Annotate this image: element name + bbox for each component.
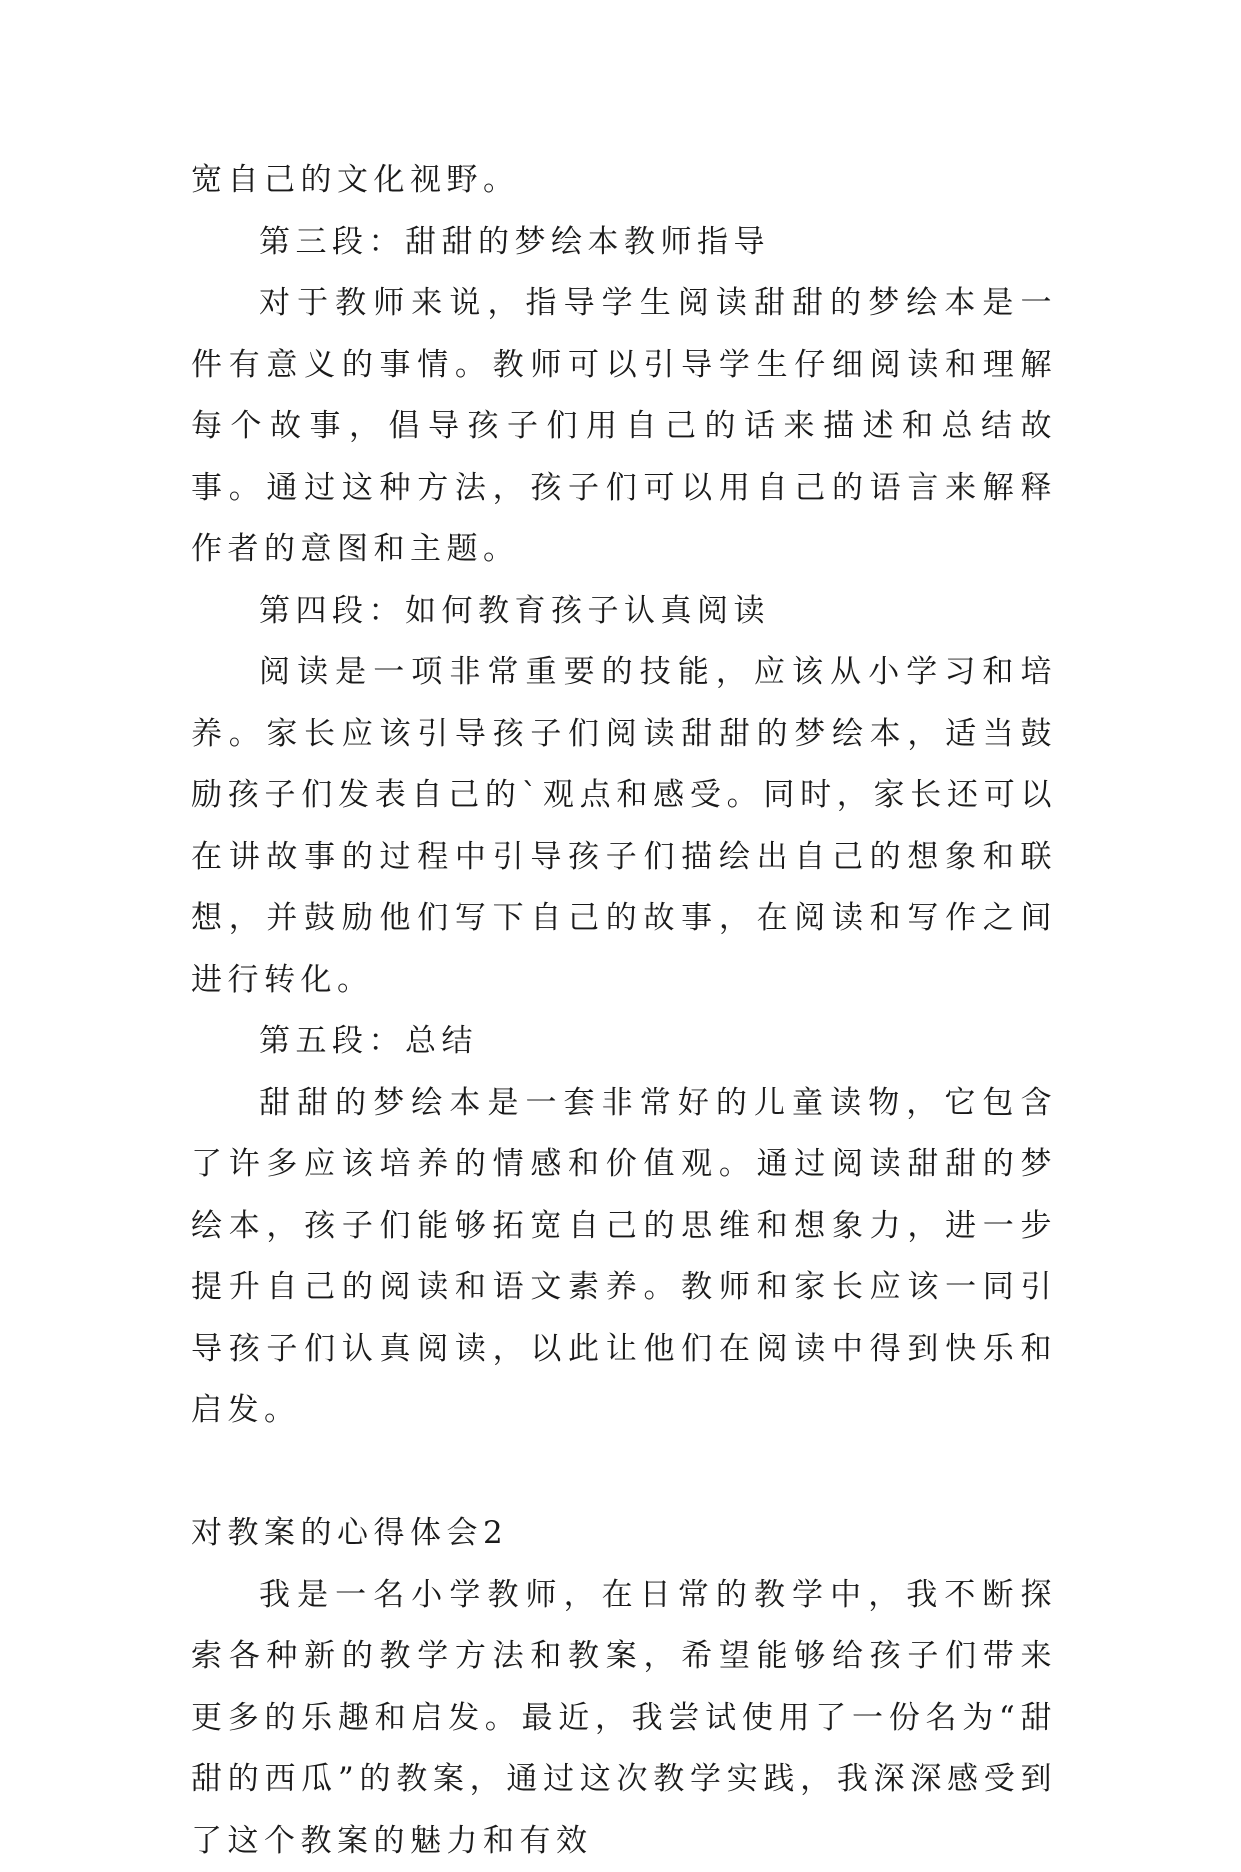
body-paragraph-summary: 甜甜的梦绘本是一套非常好的儿童读物，它包含了许多应该培养的情感和价值观。通过阅读甜甜的梦绘本，孩子们能够拓宽自己的思维和想象力，进一步提升自己的阅读和语文素养。教师和家长应该一同引导孩子们认真阅读，以此让他们在阅读中得到快乐和启发。 bbox=[191, 1073, 1057, 1442]
section-heading-4: 第四段：如何教育孩子认真阅读 bbox=[191, 581, 1057, 643]
continuation-paragraph: 宽自己的文化视野。 bbox=[191, 150, 1057, 212]
section-heading-5: 第五段：总结 bbox=[191, 1011, 1057, 1073]
section-heading-3: 第三段：甜甜的梦绘本教师指导 bbox=[191, 212, 1057, 274]
body-paragraph-lesson-plan: 我是一名小学教师，在日常的教学中，我不断探索各种新的教学方法和教案，希望能够给孩子们带来更多的乐趣和启发。最近，我尝试使用了一份名为“甜甜的西瓜”的教案，通过这次教学实践，我深深感受到了这个教案的魅力和有效 bbox=[191, 1565, 1057, 1872]
article-title: 对教案的心得体会2 bbox=[191, 1503, 1057, 1565]
document-page bbox=[191, 150, 1057, 1872]
body-paragraph-teacher-guidance: 对于教师来说，指导学生阅读甜甜的梦绘本是一件有意义的事情。教师可以引导学生仔细阅读和理解每个故事，倡导孩子们用自己的话来描述和总结故事。通过这种方法，孩子们可以用自己的语言来解释作者的意图和主题。 bbox=[191, 273, 1057, 581]
body-paragraph-reading-education: 阅读是一项非常重要的技能，应该从小学习和培养。家长应该引导孩子们阅读甜甜的梦绘本，适当鼓励孩子们发表自己的`观点和感受。同时，家长还可以在讲故事的过程中引导孩子们描绘出自己的想象和联想，并鼓励他们写下自己的故事，在阅读和写作之间进行转化。 bbox=[191, 642, 1057, 1011]
